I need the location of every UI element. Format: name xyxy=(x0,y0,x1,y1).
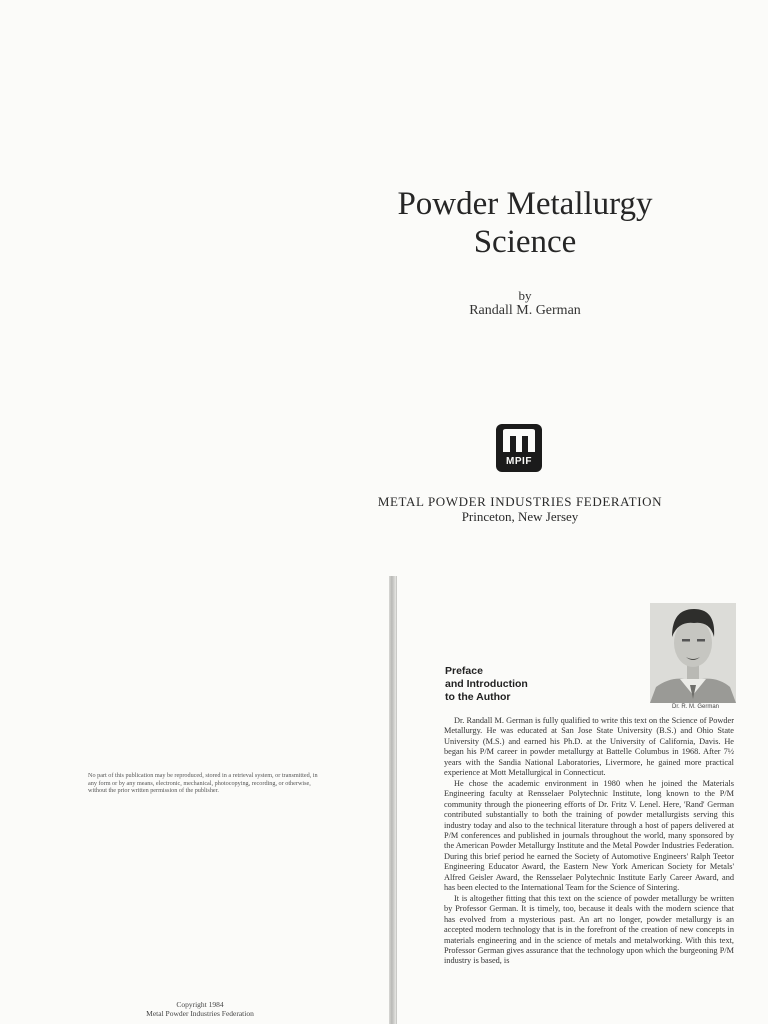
preface-heading xyxy=(445,665,595,704)
book-title xyxy=(340,185,710,261)
photo-caption: Dr. R. M. German xyxy=(672,704,720,710)
book-title-line-2: Science xyxy=(473,224,577,260)
preface-heading-line-2: and Introduction xyxy=(445,678,528,690)
author-name: Randall M. German xyxy=(469,303,581,318)
copyright-block xyxy=(100,1000,300,1018)
preface-paragraph-2: He chose the academic environment in 1980 when he joined the Materials Engineering faculty at Rensselaer Polytechnic Institute, long known to the P/M community through the pioneering efforts of Dr. Fritz V. Lenel. Here, 'Rand' German contributed substantially to both the training of powder metallurgists serving this industry today and also to the technical literature through a host of papers delivered at P/M conferences and published in journals throughout the world, many sponsored by the American Powder Metallurgy Institute and the Metal Powder Industries Federation. During this brief period he earned the Society of Automotive Engineers' Ralph Teetor Engineering Educator Award, the Eastern New York American Society for Metals' Alfred Geisler Award, the Rensselaer Polytechnic Institute Early Career Award, and has been elected to the International Team for the Science of Sintering. xyxy=(444,778,734,893)
rights-notice: No part of this publication may be reproduced, stored in a retrieval system, or transmitted, in any form or by any means, electronic, mechanical, photocopying, recording, or otherwise, without the prior written permission of the publisher. xyxy=(88,772,318,795)
preface-paragraph-1: Dr. Randall M. German is fully qualified to write this text on the Science of Powder Metallurgy. He was educated at San Jose State University (B.S.) and Ohio State University (M.S.) and earned his Ph.D. at the University of California, Davis. He began his P/M career in powder metallurgy at Battelle Columbus in 1968. After 7½ years with the Sandia National Laboratories, Livermore, he gained more practical experience at Mott Metallurgical in Connecticut. xyxy=(444,716,734,778)
book-title-line-1: Powder Metallurgy xyxy=(397,186,653,222)
mpif-m-icon xyxy=(501,428,537,453)
mpif-logo xyxy=(496,424,542,472)
preface-paragraph-3: It is altogether fitting that this text on the science of powder metallurgy be written by Professor German. It is timely, too, because it deals with the modern science that has evolved from a mysterious past. An art no longer, powder metallurgy is an accepted modern technology that is in the forefront of the creation of new concepts in materials engineering and in the science of metals and metalworking. With this text, Professor German gives assurance that the technology upon which the burgeoning P/M industry is based, is xyxy=(444,893,734,966)
author-photo xyxy=(650,603,736,703)
copyright-holder: Metal Powder Industries Federation xyxy=(146,1009,254,1018)
page-spine xyxy=(389,576,396,1024)
by-line: by xyxy=(518,288,532,303)
page-spine-edge xyxy=(396,576,397,1024)
mpif-logo-text: MPIF xyxy=(506,456,532,467)
publisher-name: METAL POWDER INDUSTRIES FEDERATION xyxy=(377,494,663,509)
copyright-year: Copyright 1984 xyxy=(176,1000,224,1009)
preface-heading-line-3: to the Author xyxy=(445,691,511,703)
author-portrait-icon xyxy=(650,603,736,703)
preface-body xyxy=(444,716,734,967)
publisher-location: Princeton, New Jersey xyxy=(461,509,579,524)
preface-heading-line-1: Preface xyxy=(445,665,483,677)
